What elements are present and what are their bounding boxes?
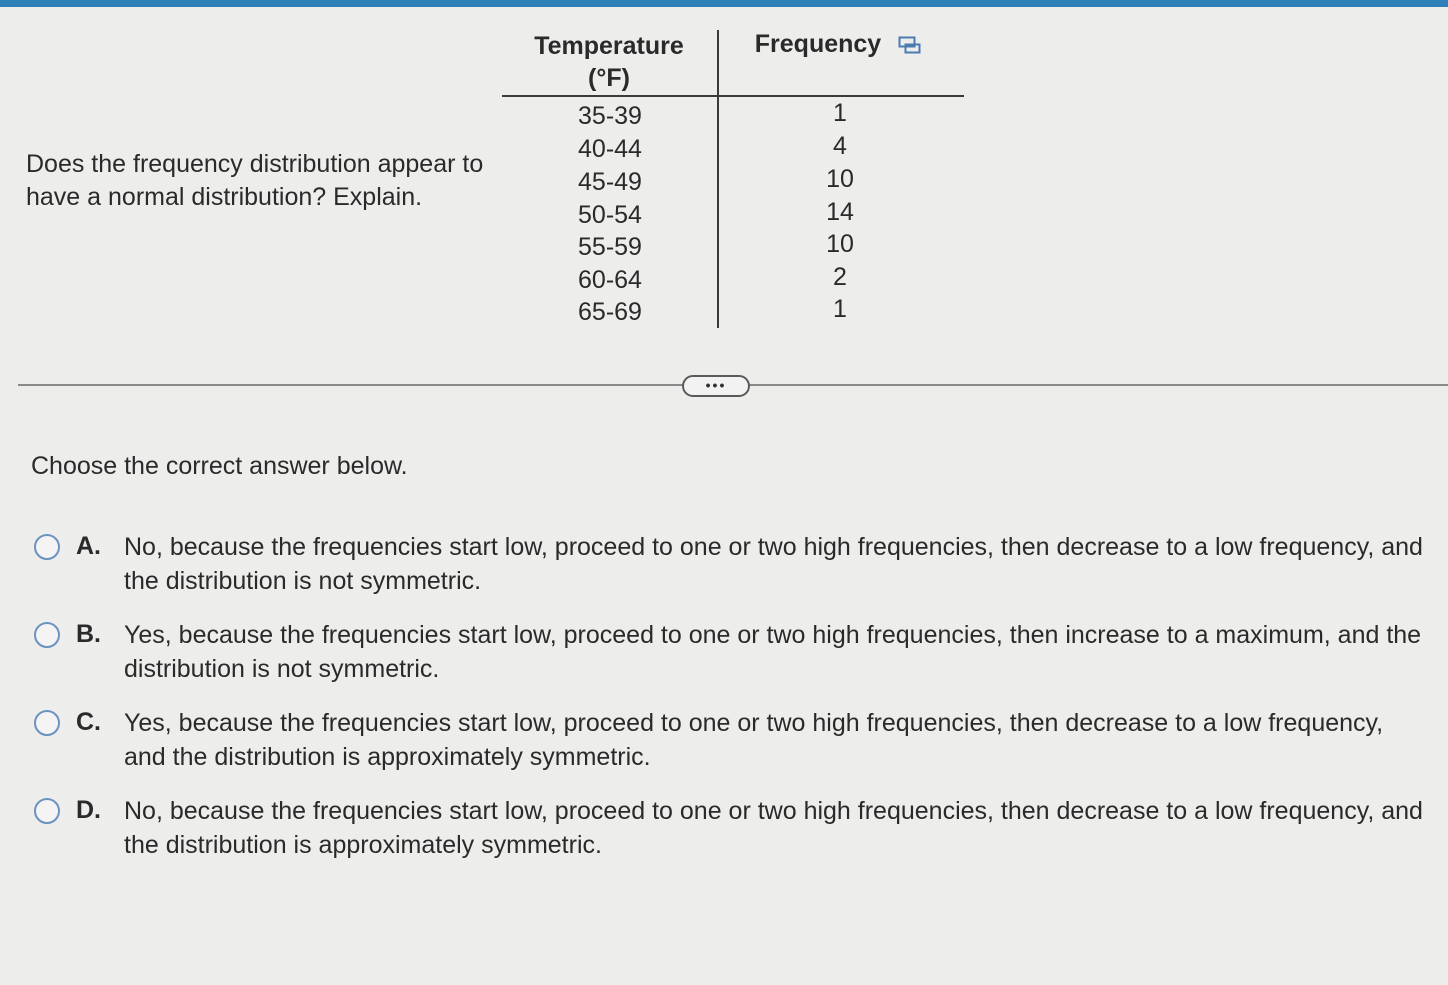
option-letter: C. — [76, 708, 101, 736]
option-letter: D. — [76, 796, 101, 824]
header-divider — [502, 95, 964, 97]
column-divider — [717, 30, 719, 328]
temperature-header — [502, 30, 716, 94]
top-accent-bar — [0, 0, 1448, 7]
table-cell-temperature: 45-49 — [578, 168, 642, 196]
table-cell-frequency: 2 — [833, 263, 847, 291]
table-cell-temperature: 60-64 — [578, 266, 642, 294]
option-text[interactable]: Yes, because the frequencies start low, proceed to one or two high frequencies, then increase to a maximum, and the distribution is not symmetric. — [124, 621, 1422, 683]
table-cell-frequency: 14 — [826, 198, 854, 226]
table-cell-frequency: 4 — [833, 132, 847, 160]
table-cell-frequency: 10 — [826, 165, 854, 193]
table-cell-temperature: 35-39 — [578, 102, 642, 130]
table-cell-temperature: 55-59 — [578, 233, 642, 261]
frequency-table — [502, 28, 964, 330]
more-options-button[interactable]: ••• — [682, 375, 750, 397]
table-cell-frequency: 1 — [833, 99, 847, 127]
temperature-header-label: Temperature — [534, 32, 684, 60]
option-text[interactable]: No, because the frequencies start low, proceed to one or two high frequencies, then decrease to a low frequency, and the distribution is not symmetric. — [124, 533, 1423, 595]
instruction-text: Choose the correct answer below. — [31, 452, 408, 480]
frequency-header: Frequency — [754, 30, 882, 58]
table-cell-temperature: 65-69 — [578, 298, 642, 326]
question-prompt: Does the frequency distribution appear to have a normal distribution? Explain. — [26, 150, 484, 211]
copy-icon[interactable] — [898, 35, 922, 55]
table-cell-frequency: 1 — [833, 295, 847, 323]
table-cell-temperature: 40-44 — [578, 135, 642, 163]
option-text[interactable]: No, because the frequencies start low, proceed to one or two high frequencies, then decrease to a low frequency, and the distribution is approximately symmetric. — [124, 797, 1423, 859]
radio-button[interactable] — [34, 798, 60, 824]
temperature-header-unit: (°F) — [588, 64, 630, 92]
option-text[interactable]: Yes, because the frequencies start low, proceed to one or two high frequencies, then decrease to a low frequency, and the distribution is approximately symmetric. — [124, 709, 1384, 771]
option-letter: A. — [76, 532, 101, 560]
radio-button[interactable] — [34, 710, 60, 736]
radio-button[interactable] — [34, 622, 60, 648]
option-letter: B. — [76, 620, 101, 648]
table-cell-frequency: 10 — [826, 230, 854, 258]
radio-button[interactable] — [34, 534, 60, 560]
table-cell-temperature: 50-54 — [578, 201, 642, 229]
